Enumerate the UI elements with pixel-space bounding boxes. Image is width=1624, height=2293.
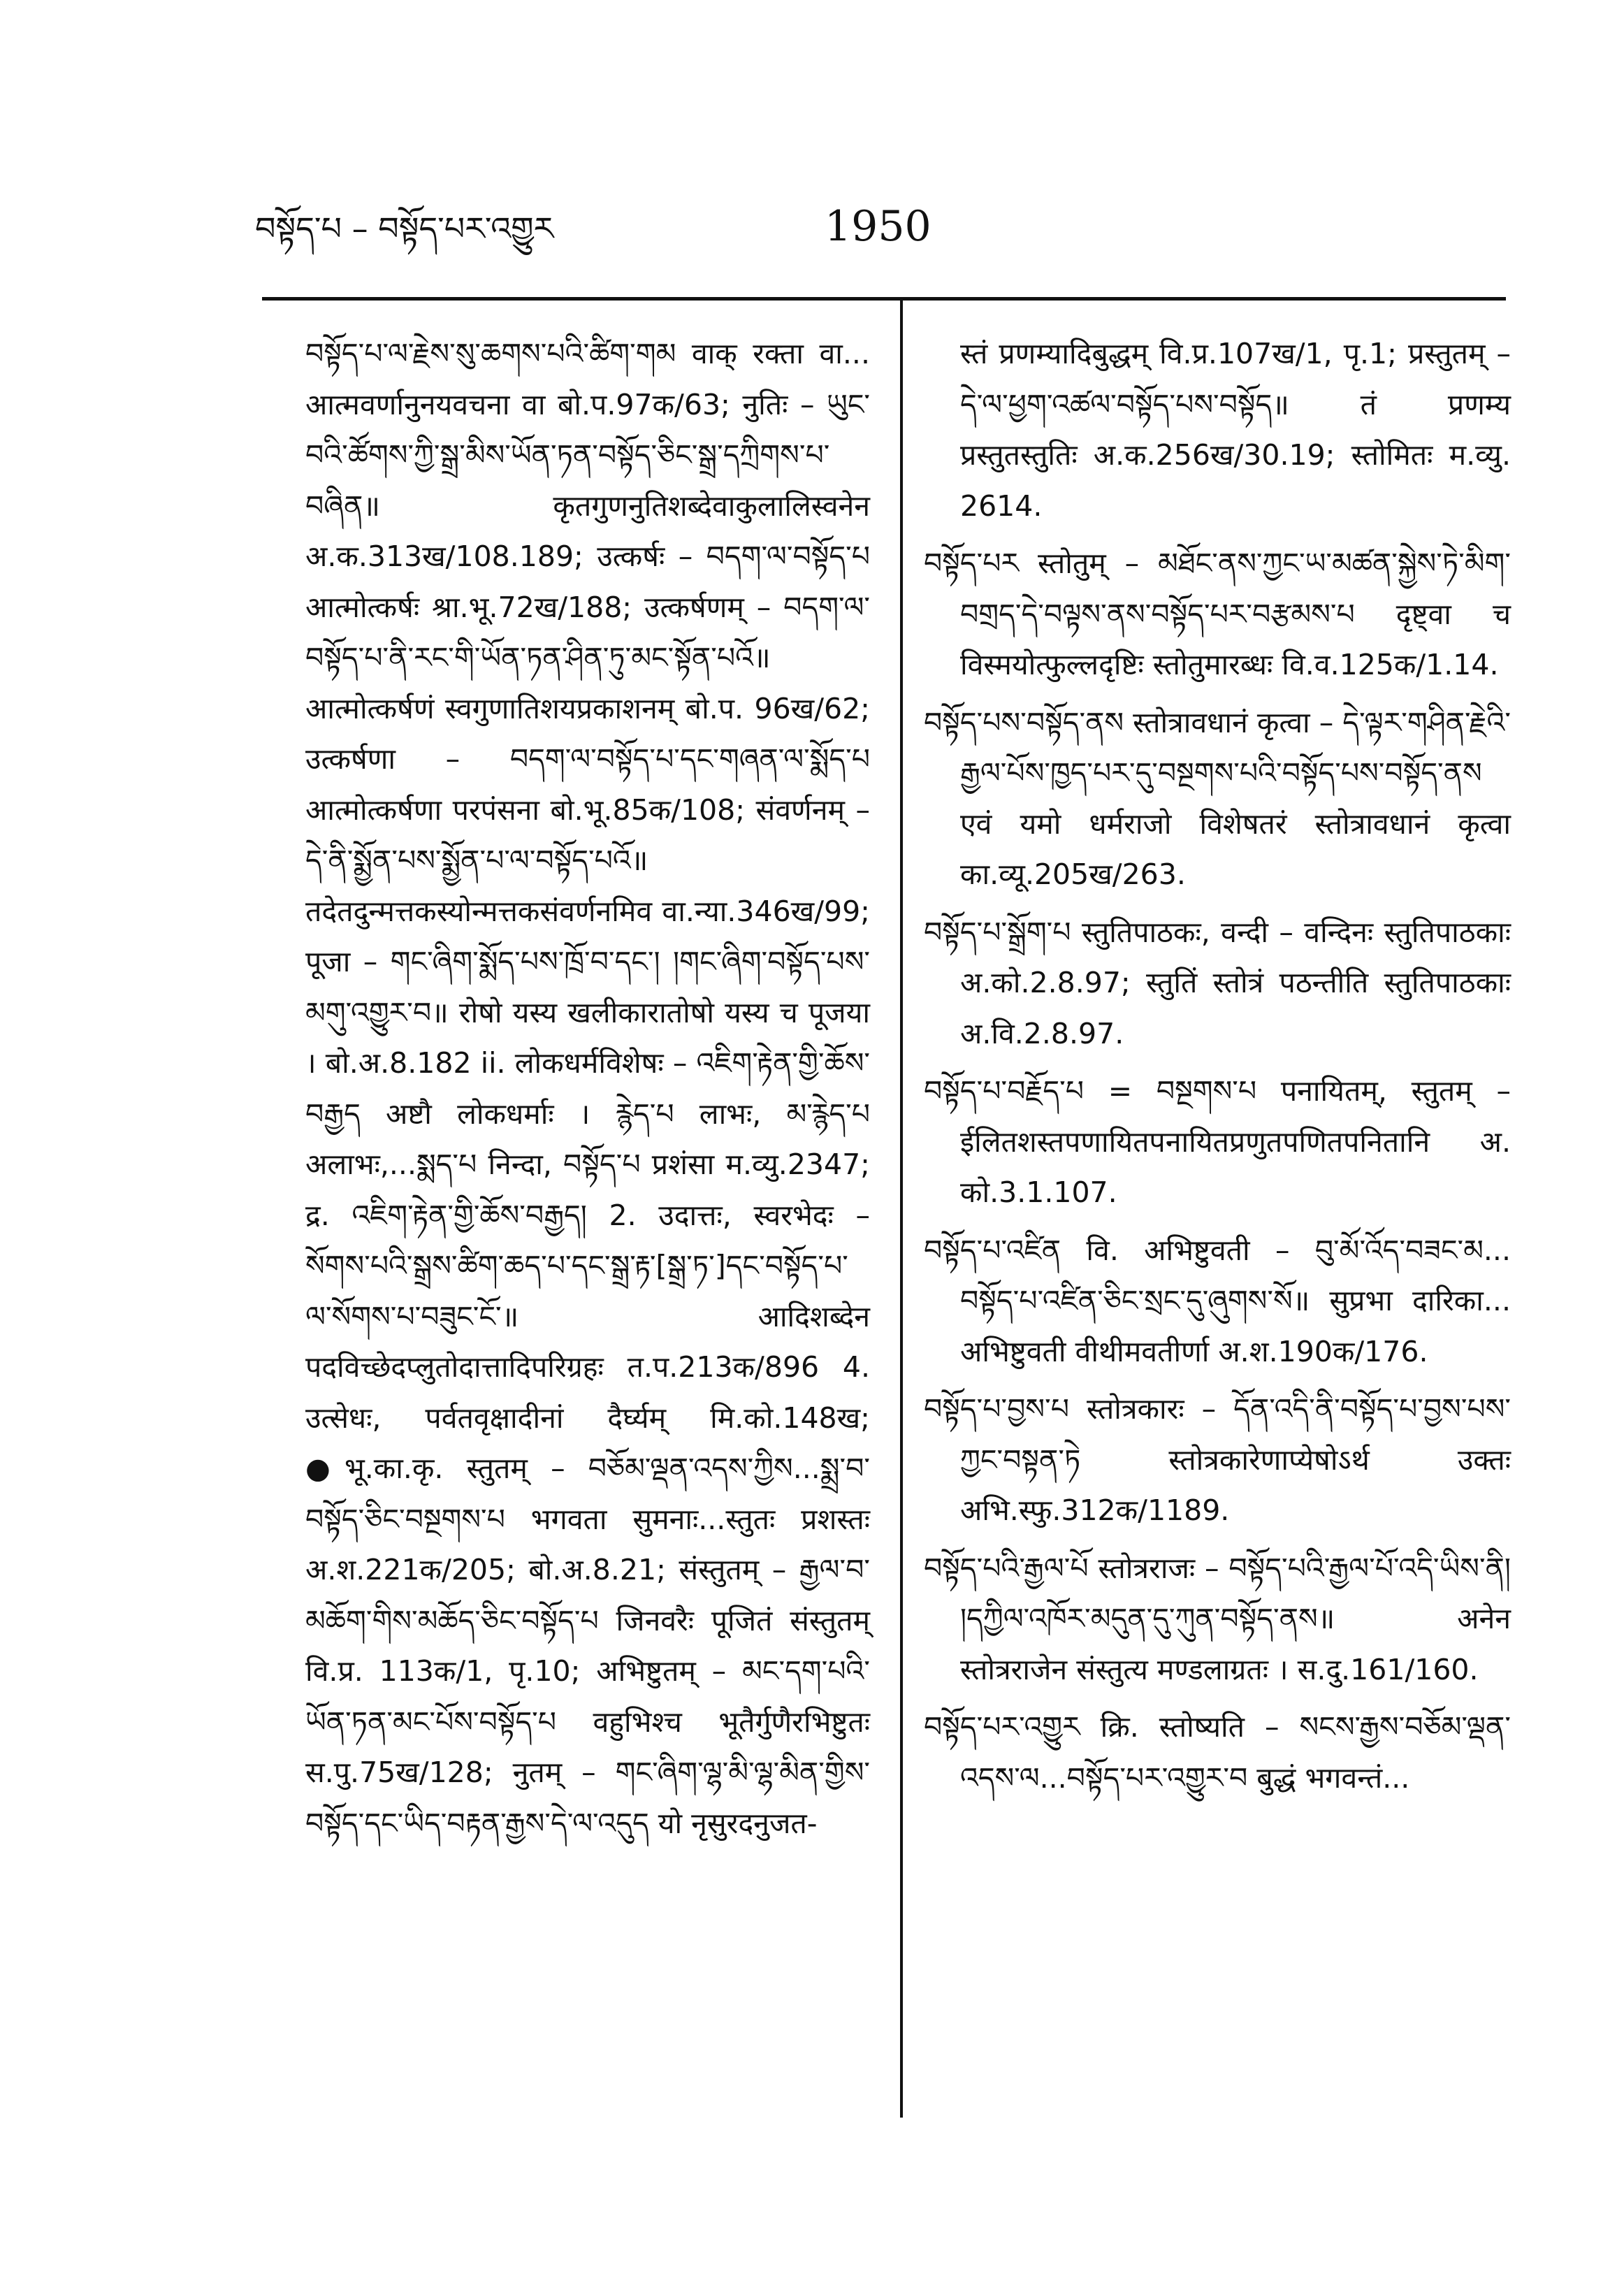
page-number: 1950	[825, 202, 931, 251]
running-head: བསྟོད་པ – བསྟོད་པར་འགྱུར	[255, 210, 554, 247]
dictionary-entry: བསྟོད་པས་བསྟོད་ནས स्तोत्रावधानं कृत्वा – དེ་ལྟར་གཤིན་རྗེའི་རྒྱལ་པོས་ཁྱད་པར་དུ་བསྔགས་པའི་བསྟོད་པས་བསྟོད་ནས एवं यमो धर्मराजो विशेषतरं स्तोत्रावधानं कृत्वा का.व्यू.205ख/263.	[924, 705, 1511, 891]
dictionary-entry: བསྟོད་པ་བརྗོད་པ = བསྔགས་པ पनायितम्, स्तुतम् – ईलितशस्तपणायितपनायितप्रणुतपणितपनितानि अ. को.3.1.107.	[924, 1074, 1511, 1209]
dictionary-entry: བསྟོད་པ་སྒྲོག་པ स्तुतिपाठकः, वन्दी – वन्दिनः स्तुतिपाठकाः अ.को.2.8.97; स्तुतिं स्तोत्रं पठन्तीति स्तुतिपाठकाः अ.वि.2.8.97.	[924, 915, 1511, 1050]
dictionary-entry: བསྟོད་པ་བྱས་པ स्तोत्रकारः – དོན་འདི་ནི་བསྟོད་པ་བྱས་པས་ཀྱང་བསྟན་ཏེ स्तोत्रकारेणाप्येषोऽर्थ उक्तः अभि.स्फु.312क/1189.	[924, 1392, 1511, 1527]
dictionary-entry-continuation: स्तं प्रणम्यादिबुद्धम् वि.प्र.107ख/1, पृ.1; प्रस्तुतम् – དེ་ལ་ཕྱག་འཚལ་བསྟོད་པས་བསྟོད॥ तं प्रणम्य प्रस्तुतस्तुतिः अ.क.256ख/30.19; स्तोमितः म.व्यु. 2614.	[960, 337, 1511, 523]
dictionary-entry: བསྟོད་པ་འཛིན वि. अभिष्टुवती – བུ་མོ་འོད་བཟང་མ... བསྟོད་པ་འཛིན་ཅིང་སྲང་དུ་ཞུགས་སོ॥ सुप्रभा दारिका... अभिष्टुवती वीथीमवतीर्णा अ.श.190क/176.	[924, 1233, 1511, 1368]
dictionary-entry: བསྟོད་པའི་རྒྱལ་པོ स्तोत्रराजः – བསྟོད་པའི་རྒྱལ་པོ་འདི་ཡིས་ནི། །དཀྱིལ་འཁོར་མདུན་དུ་ཀུན་བསྟོད་ནས॥ अनेन स्तोत्रराजेन संस्तुत्य मण्डलाग्रतः । स.दु.161/160.	[924, 1551, 1511, 1686]
dictionary-entry: བསྟོད་པར་འགྱུར क्रि. स्तोष्यति – སངས་རྒྱས་བཅོམ་ལྡན་འདས་ལ...བསྟོད་པར་འགྱུར་བ बुद्धं भगवन्तं...	[924, 1710, 1511, 1795]
right-column	[924, 328, 1511, 1810]
dictionary-entry: བསྟོད་པར स्तोतुम् – མཐོང་ནས་ཀྱང་ཡ་མཚན་སྐྱེས་ཏེ་མིག་བགྲད་དེ་བལྟས་ནས་བསྟོད་པར་བརྩམས་པ दृष्ट्वा च विस्मयोत्फुल्लदृष्टिः स्तोतुमारब्धः वि.व.125क/1.14.	[924, 547, 1511, 681]
header-rule	[262, 297, 1506, 301]
left-column-text: བསྟོད་པ་ལ་རྗེས་སུ་ཆགས་པའི་ཚིག་གམ वाक् रक्ता वा... आत्मवर्णानुनयवचना वा बो.प.97क/63; नुतिः – ཡུང་བའི་ཚོགས་ཀྱི་སྒྲ་མིས་ཡོན་ཏན་བསྟོད་ཅིང་སྒྲ་དཀྲིགས་པ་བཞིན॥ कृतगुणनुतिशब्देवाकुलालिस्वनेन अ.क.313ख/108.189; उत्कर्षः – བདག་ལ་བསྟོད་པ आत्मोत्कर्षः श्रा.भू.72ख/188; उत्कर्षणम् – བདག་ལ་བསྟོད་པ་ནི་རང་གི་ཡོན་ཏན་ཤིན་ཏུ་མང་སྟོན་པའོ॥ आत्मोत्कर्षणं स्वगुणातिशयप्रकाशनम् बो.प. 96ख/62; उत्कर्षणा – བདག་ལ་བསྟོད་པ་དང་གཞན་ལ་སྨོད་པ आत्मोत्कर्षणा परपंसना बो.भू.85क/108; संवर्णनम् – དེ་ནི་སྨྱོན་པས་སྨྱོན་པ་ལ་བསྟོད་པའོ॥ तदेतदुन्मत्तकस्योन्मत्तकसंवर्णनमिव वा.न्या.346ख/99; पूजा – གང་ཞིག་སྨོད་པས་ཁྲོ་བ་དང་། །གང་ཞིག་བསྟོད་པས་མགུ་འགྱུར་བ॥ रोषो यस्य खलीकारातोषो यस्य च पूजया । बो.अ.8.182 ii. लोकधर्मविशेषः – འཇིག་རྟེན་གྱི་ཆོས་བརྒྱད अष्टौ लोकधर्माः । རྙེད་པ लाभः, མ་རྙེད་པ अलाभः,...སྨད་པ निन्दा, བསྟོད་པ प्रशंसा म.व्यु.2347; द्र. འཇིག་རྟེན་གྱི་ཆོས་བརྒྱད། 2. उदात्तः, स्वरभेदः – སོགས་པའི་སྒྲས་ཚིག་ཆད་པ་དང་སྒྲ་རྟ་[སྒྲ་ཏ་]དང་བསྟོད་པ་ལ་སོགས་པ་བཟུང་ངོ་॥ आदिशब्देन पदविच्छेदप्लुतोदात्तादिपरिग्रहः त.प.213क/896 4. उत्सेधः, पर्वतवृक्षादीनां दैर्घ्यम् मि.को.148ख; ●भू.का.कृ. स्तुतम् – བཅོམ་ལྡན་འདས་ཀྱིས...སྨྲ་བ་བསྟོད་ཅིང་བསྔགས་པ भगवता सुमनाः...स्तुतः प्रशस्तः अ.श.221क/205; बो.अ.8.21; संस्तुतम् – རྒྱལ་བ་མཆོག་གིས་མཆོད་ཅིང་བསྟོད་པ जिनवरैः पूजितं संस्तुतम् वि.प्र. 113क/1, पृ.10; अभिष्टुतम् – མང་དག་པའི་ཡོན་ཏན་མང་པོས་བསྟོད་པ वहुभिश्च भूतैर्गुणैरभिष्टुतः स.पु.75ख/128; नुतम् – གང་ཞིག་ལྷ་མི་ལྷ་མིན་གྱིས་བསྟོད་དང་ཡིད་བརྟན་རྒྱས་དེ་ལ་འདུད यो नृसुरदनुजत-	[305, 337, 870, 1840]
left-column	[269, 328, 870, 1856]
column-divider	[900, 301, 903, 2118]
page-header	[0, 189, 1624, 266]
